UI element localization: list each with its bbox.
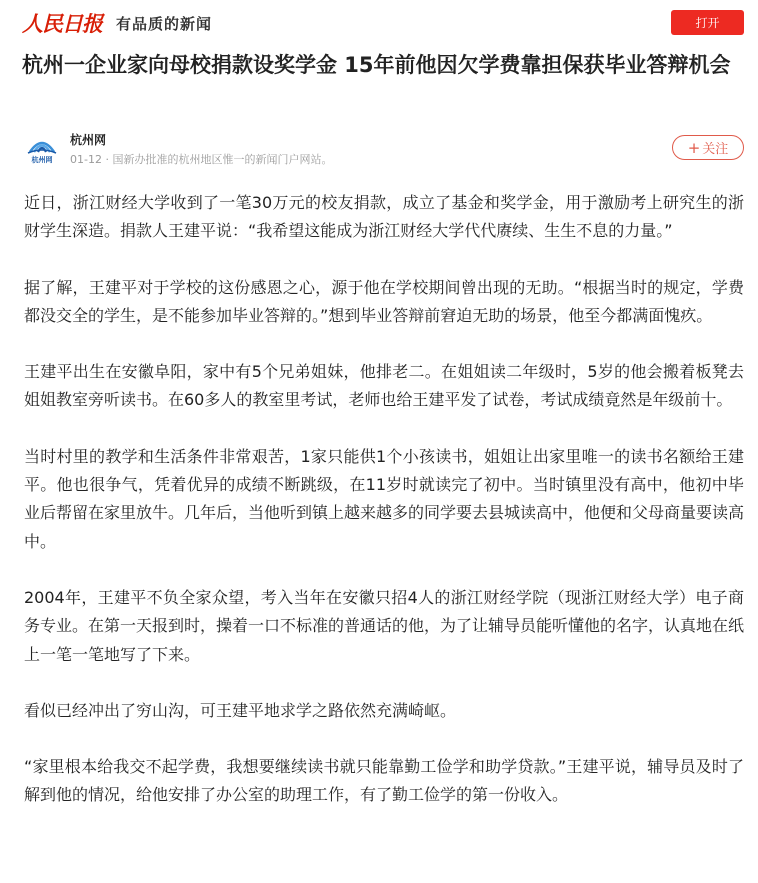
- meta-separator: ·: [105, 153, 113, 166]
- follow-label: 关注: [702, 142, 729, 157]
- plus-icon: +: [687, 138, 701, 157]
- paragraph: 看似已经冲出了穷山沟，可王建平地求学之路依然充满崎岖。: [24, 700, 457, 720]
- author-bar: [22, 128, 744, 168]
- follow-button[interactable]: [672, 135, 744, 160]
- top-bar: [0, 0, 758, 44]
- author-meta: [70, 151, 332, 167]
- avatar[interactable]: [24, 132, 60, 164]
- author-description: 国新办批准的杭州地区惟一的新闻门户网站。: [112, 153, 333, 166]
- article-body: [24, 189, 744, 838]
- paragraph: 近日，浙江财经大学收到了一笔30万元的校友捐款，成立了基金和奖学金，用于激励考上研究生的浙财学生深造。捐款人王建平说：“我希望这能成为浙江财经大学代代赓续、生生不息的力量。”: [24, 193, 744, 241]
- article-title: 杭州一企业家向母校捐款设奖学金 15年前他因欠学费靠担保获毕业答辩机会: [22, 53, 731, 77]
- hangzhou-net-logo-icon: [24, 132, 60, 156]
- paragraph: 当时村里的教学和生活条件非常艰苦，1家只能供1个小孩读书，姐姐让出家里唯一的读书名额给王建平。他也很争气，凭着优异的成绩不断跳级，在11岁时就读完了初中。当时镇里没有高中，他初中毕业后帮留在家里放牛。几年后，当他听到镇上越来越多的同学要去县城读高中，他便和父母商量要读高中。: [24, 446, 745, 551]
- slogan: 有品质的新闻: [116, 14, 213, 33]
- paragraph: 2004年，王建平不负全家众望，考入当年在安徽只招4人的浙江财经学院（现浙江财经大学）电子商务专业。在第一天报到时，操着一口不标准的普通话的他，为了让辅导员能听懂他的名字，认真地在纸上一笔一笔地写了下来。: [24, 587, 745, 664]
- publish-date: 01-12: [70, 153, 102, 166]
- open-app-button[interactable]: 打开: [671, 10, 744, 35]
- paragraph: 据了解，王建平对于学校的这份感恩之心，源于他在学校期间曾出现的无助。“根据当时的规定，学费都没交全的学生，是不能参加毕业答辩的。”想到毕业答辩前窘迫无助的场景，他至今都满面愧疚。: [24, 277, 744, 325]
- avatar-label: 杭州网: [31, 156, 53, 164]
- logo[interactable]: [22, 8, 212, 38]
- paragraph: “家里根本给我交不起学费，我想要继续读书就只能靠勤工俭学和助学贷款。”王建平说，辅导员及时了解到他的情况，给他安排了办公室的助理工作，有了勤工俭学的第一份收入。: [24, 757, 744, 805]
- logo-mark: 人民日报: [22, 11, 102, 36]
- paragraph: 王建平出生在安徽阜阳，家中有5个兄弟姐妹，他排老二。在姐姐读二年级时，5岁的他会搬着板凳去姐姐教室旁听读书。在60多人的教室里考试，老师也给王建平发了试卷，考试成绩竟然是年级前十。: [24, 362, 744, 410]
- author-name[interactable]: 杭州网: [70, 133, 107, 147]
